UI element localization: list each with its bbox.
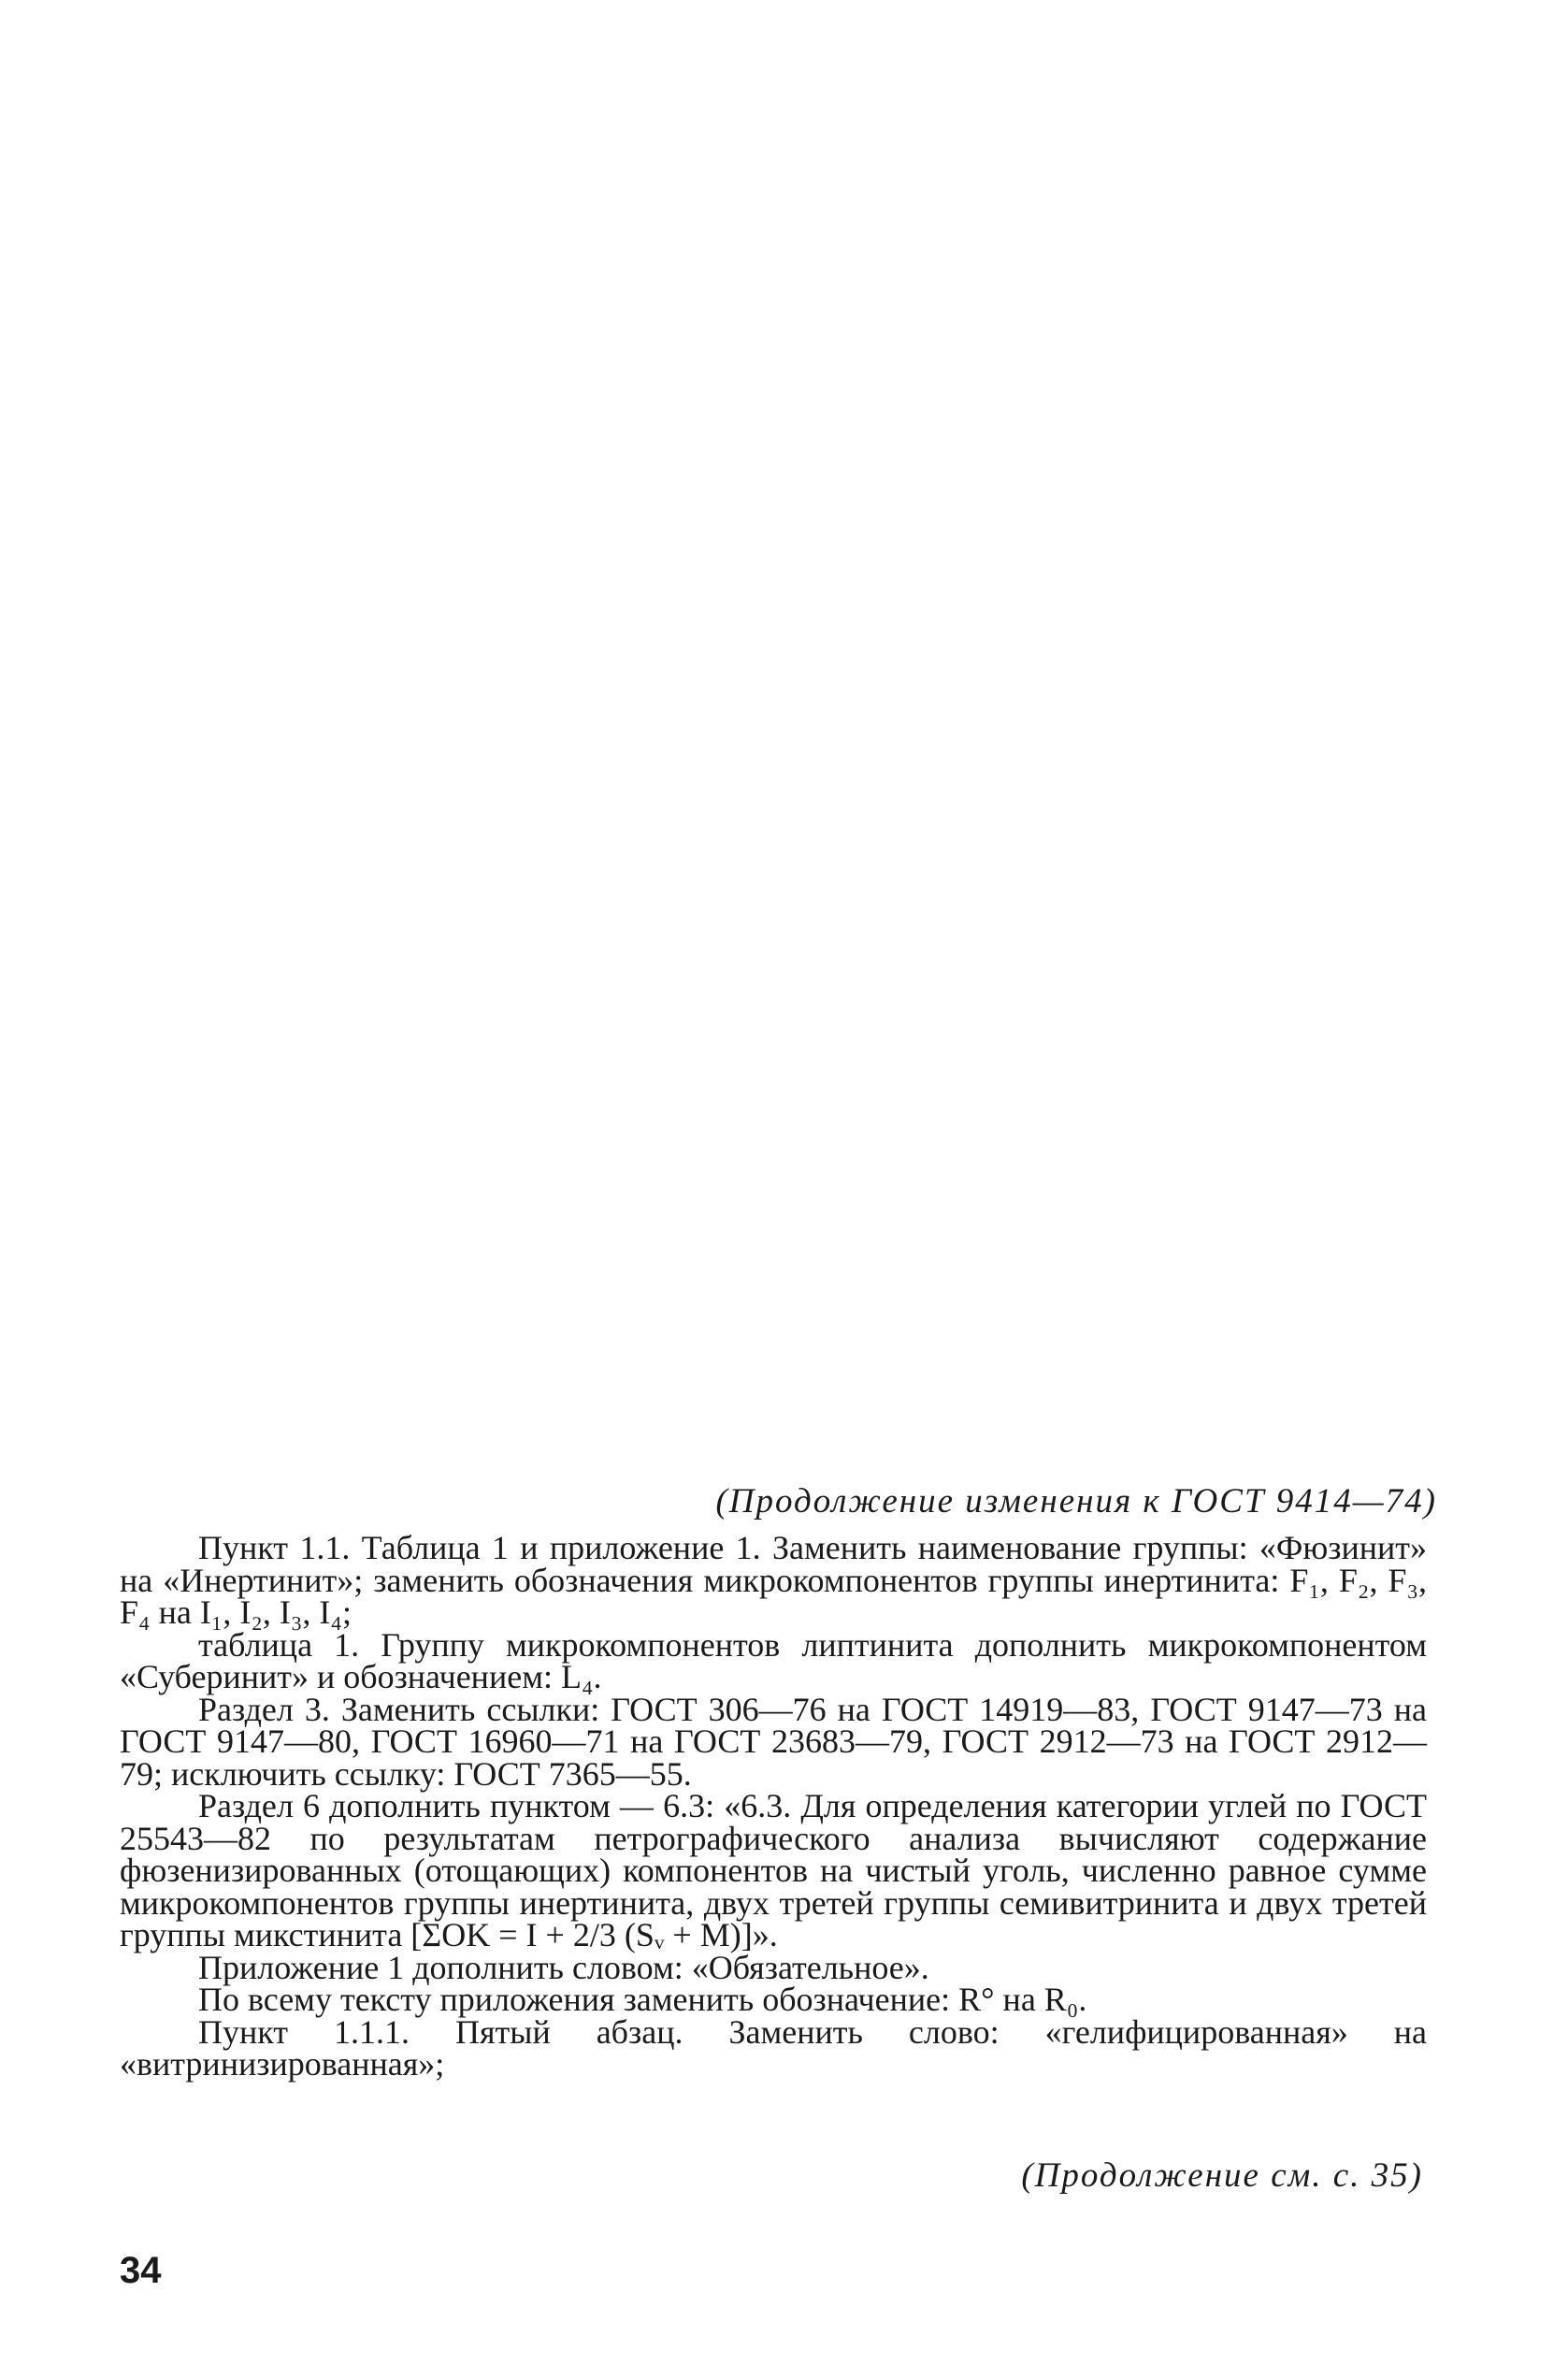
paragraph-1: Пункт 1.1. Таблица 1 и приложение 1. Заменить наименование группы: «Фюзинит» на «Инертинит»; заменить обозначения микрокомпонентов группы инертинита: F₁, F₂, F₃, F₄ на I₁, I₂, I₃, I₄; (120, 1529, 1427, 1631)
page-number: 34 (120, 2250, 162, 2291)
continuation-footer: (Продолжение см. с. 35) (1021, 2156, 1423, 2195)
paragraph-7: Пункт 1.1.1. Пятый абзац. Заменить слово: «гелифицированная» на «витринизированная»; (120, 2012, 1427, 2083)
paragraph-3: Раздел 3. Заменить ссылки: ГОСТ 306—76 на ГОСТ 14919—83, ГОСТ 9147—73 на ГОСТ 9147—80, ГОСТ 16960—71 на ГОСТ 23683—79, ГОСТ 2912—73 на ГОСТ 2912—79; исключить ссылку: ГОСТ 7365—55. (120, 1690, 1427, 1793)
paragraph-6: По всему тексту приложения заменить обозначение: R° на R₀. (198, 1981, 1087, 2018)
paragraph-2: таблица 1. Группу микрокомпонентов липтинита дополнить микрокомпонентом «Суберинит» и обозначением: L₄. (120, 1625, 1427, 1695)
continuation-header: (Продолжение изменения к ГОСТ 9414—74) (715, 1482, 1437, 1521)
amendment-text (120, 1529, 1427, 2083)
paragraph-5: Приложение 1 дополнить словом: «Обязательное». (198, 1948, 929, 1986)
paragraph-4: Раздел 6 дополнить пунктом — 6.3: «6.3. Для определения категории углей по ГОСТ 25543—82 по результатам петрографического анализа вычисляют содержание фюзенизированных (отощающих) компонентов на чистый уголь, численно равное сумме микрокомпонентов группы инертинита, двух третей группы семивитринита и двух третей группы микстинита [ΣOK = I + 2/3 (Sᵥ + M)]». (120, 1787, 1427, 1953)
